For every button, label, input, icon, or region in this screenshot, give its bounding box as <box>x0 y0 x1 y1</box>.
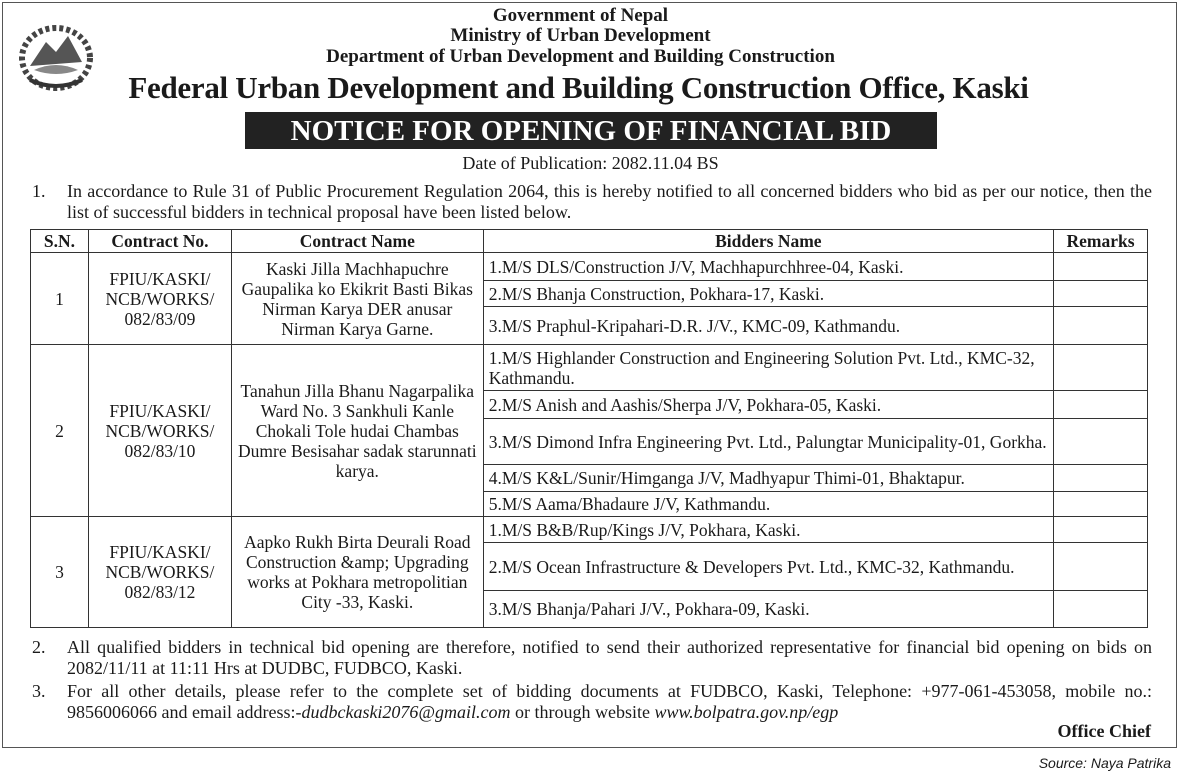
contract-no-cell: FPIU/KASKI/ NCB/WORKS/ 082/83/12 <box>88 517 231 628</box>
notice-title: NOTICE FOR OPENING OF FINANCIAL BID <box>245 112 937 149</box>
paragraph-number: 2. <box>32 637 46 657</box>
ministry-title: Ministry of Urban Development <box>450 25 711 46</box>
contact-text: For all other details, please refer to the complete set of bidding documents at FUDBCO, Kaski, Telephone: +977-061-453058, mobile no.: 9856006066 and email address: <box>67 681 1152 722</box>
remarks-cell <box>1054 345 1148 391</box>
bidder-cell: 2.M/S Ocean Infrastructure & Developers Pvt. Ltd., KMC-32, Kathmandu. <box>483 543 1053 591</box>
bidder-cell: 1.M/S B&B/Rup/Kings J/V, Pokhara, Kaski. <box>483 517 1053 543</box>
table-row <box>31 345 1148 391</box>
contract-no-cell: FPIU/KASKI/ NCB/WORKS/ 082/83/10 <box>88 345 231 517</box>
paragraph-1 <box>32 181 1152 223</box>
paragraph-text: In accordance to Rule 31 of Public Procurement Regulation 2064, this is hereby notified to all concerned bidders who bid as per our notice, then the list of successful bidders in technical proposal have been listed below. <box>67 181 1152 222</box>
table-row <box>31 517 1148 543</box>
bidder-cell: 2.M/S Bhanja Construction, Pokhara-17, Kaski. <box>483 281 1053 307</box>
contract-no-cell: FPIU/KASKI/ NCB/WORKS/ 082/83/09 <box>88 253 231 345</box>
paragraph-2 <box>32 637 1152 679</box>
remarks-cell <box>1054 253 1148 281</box>
department-title: Department of Urban Development and Building Construction <box>326 46 835 67</box>
header-contract-name: Contract Name <box>231 230 483 253</box>
header-remarks: Remarks <box>1054 230 1148 253</box>
contract-name-cell: Tanahun Jilla Bhanu Nagarpalika Ward No. 3 Sankhuli Kanle Chokali Tole hudai Chambas Dumre Besisahar sadak starunnati karya. <box>231 345 483 517</box>
bidder-cell: 4.M/S K&L/Sunir/Himganga J/V, Madhyapur Thimi-01, Bhaktapur. <box>483 465 1053 492</box>
bidder-cell: 5.M/S Aama/Bhadaure J/V, Kathmandu. <box>483 492 1053 517</box>
remarks-cell <box>1054 419 1148 465</box>
sn-cell: 1 <box>31 253 89 345</box>
header-contract-no: Contract No. <box>88 230 231 253</box>
remarks-cell <box>1054 492 1148 517</box>
connector-text: or through website <box>510 702 655 722</box>
remarks-cell <box>1054 307 1148 345</box>
table-header-row <box>31 230 1148 253</box>
paragraph-number: 1. <box>32 181 46 201</box>
remarks-cell <box>1054 391 1148 419</box>
website-link[interactable]: www.bolpatra.gov.np/egp <box>654 702 839 722</box>
bidder-cell: 3.M/S Dimond Infra Engineering Pvt. Ltd., Palungtar Municipality-01, Gorkha. <box>483 419 1053 465</box>
remarks-cell <box>1054 591 1148 628</box>
bidder-cell: 3.M/S Bhanja/Pahari J/V., Pokhara-09, Kaski. <box>483 591 1053 628</box>
remarks-cell <box>1054 281 1148 307</box>
bidder-cell: 2.M/S Anish and Aashis/Sherpa J/V, Pokhara-05, Kaski. <box>483 391 1053 419</box>
publication-date: Date of Publication: 2082.11.04 BS <box>462 153 719 173</box>
office-title: Federal Urban Development and Building Construction Office, Kaski <box>128 70 1029 105</box>
bidder-cell: 1.M/S DLS/Construction J/V, Machhapurchhree-04, Kaski. <box>483 253 1053 281</box>
source-credit: Source: Naya Patrika <box>1038 755 1171 771</box>
signature: Office Chief <box>1057 721 1151 741</box>
paragraph-text: All qualified bidders in technical bid opening are therefore, notified to send their authorized representative for financial bid opening on bids on 2082/11/11 at 11:11 Hrs at DUDBC, FUDBCO, Kaski. <box>67 637 1152 678</box>
remarks-cell <box>1054 543 1148 591</box>
contract-name-cell: Aapko Rukh Birta Deurali Road Construction &amp; Upgrading works at Pokhara metropolitian City -33, Kaski. <box>231 517 483 628</box>
paragraph-text <box>67 681 1152 723</box>
email-link[interactable]: -dudbckaski2076@gmail.com <box>295 702 511 722</box>
header-bidders-name: Bidders Name <box>483 230 1053 253</box>
sn-cell: 3 <box>31 517 89 628</box>
bidders-table <box>30 229 1148 628</box>
bidder-cell: 3.M/S Praphul-Kripahari-D.R. J/V., KMC-09, Kathmandu. <box>483 307 1053 345</box>
sn-cell: 2 <box>31 345 89 517</box>
table-row <box>31 253 1148 281</box>
bidder-cell: 1.M/S Highlander Construction and Engineering Solution Pvt. Ltd., KMC-32, Kathmandu. <box>483 345 1053 391</box>
header-sn: S.N. <box>31 230 89 253</box>
gov-title: Government of Nepal <box>492 5 669 26</box>
contract-name-cell: Kaski Jilla Machhapuchre Gaupalika ko Ekikrit Basti Bikas Nirman Karya DER anusar Nirman Karya Garne. <box>231 253 483 345</box>
paragraph-number: 3. <box>32 681 46 701</box>
remarks-cell <box>1054 465 1148 492</box>
remarks-cell <box>1054 517 1148 543</box>
paragraph-3 <box>32 681 1152 723</box>
